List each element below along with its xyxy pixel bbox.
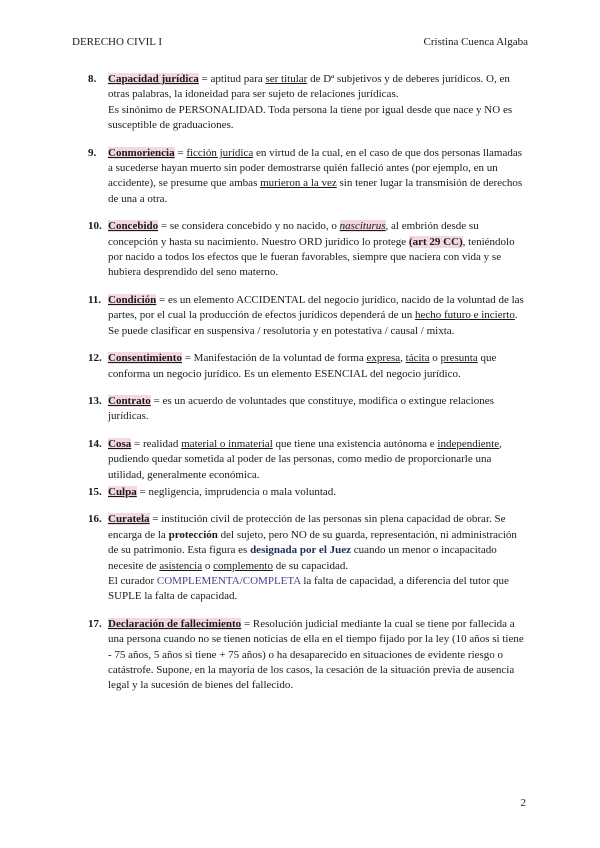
glossary-entry: 13. Contrato = es un acuerdo de voluntades que constituye, modifica o extingue relaciones jurídicas. [88, 394, 494, 423]
entry-number: 16. [88, 513, 102, 526]
entry-term: Declaración de fallecimiento [108, 617, 242, 630]
entry-term: Culpa [108, 485, 137, 498]
entry-number: 9. [88, 146, 97, 159]
entry-term: Contrato [108, 394, 151, 407]
entry-term: Curatela [108, 513, 150, 526]
entry-term: Conmoriencia [108, 146, 175, 159]
glossary-entry: 12. Consentimiento = Manifestación de la voluntad de forma expresa, tácita o presunta que conforma un negocio jurídico. Es un elemento ESENCIAL del negocio jurídico. [88, 352, 497, 380]
entry-number: 15. [88, 485, 102, 498]
entry-number: 14. [88, 437, 102, 450]
entry-term: Cosa [108, 437, 132, 450]
glossary-list [88, 72, 526, 706]
author-name: Cristina Cuenca Algaba [423, 36, 528, 48]
course-title: DERECHO CIVIL I [72, 36, 163, 48]
entry-number: 8. [88, 73, 97, 85]
page-header [72, 36, 528, 52]
entry-number: 11. [88, 293, 102, 306]
glossary-entry: 10. Concebido = se considera concebido y no nacido, o nasciturus, al embrión desde su concepción y hasta su nacimiento. Nuestro ORD jurídico lo protege (art 29 CC), teniéndolo por nacido a todos los efectos que le fueran favorables, siempre que naciera con vida y se hubiera desprendido del seno materno. [88, 220, 515, 279]
entry-number: 12. [88, 352, 102, 365]
entry-term: Concebido [108, 220, 159, 233]
glossary-entry: 11. Condición = es un elemento ACCIDENTAL del negocio jurídico, nacido de la voluntad de las partes, por el cual la producción de efectos jurídicos dependerá de un hecho futuro e incierto. Se puede clasificar en suspensiva / resolutoria y en potestativa / causal / mixta. [88, 293, 524, 337]
entry-term: Capacidad jurídica [108, 73, 199, 85]
entry-number: 17. [88, 617, 102, 630]
glossary-entry: 15. Culpa = negligencia, imprudencia o mala voluntad. [88, 485, 526, 500]
glossary-entry: 17. Declaración de fallecimiento = Resolución judicial mediante la cual se tiene por fallecida a una persona cuando no se tienen noticias de ella en el tiempo fijado por la ley (10 años si tiene - 75 años, 5 años si tiene + 75 años) o ha desaparecido en situaciones de evidente riesgo o catástrofe. Supone, en la mayoría de los casos, la cesación de la situación previa de ausencia legal y la sucesión de bienes del fallecido. [88, 617, 524, 692]
glossary-entry: 16. Curatela = institución civil de protección de las personas sin plena capacidad de obrar. Se encarga de la protección del sujeto, pero NO de su guarda, representación, ni administración de su patrimonio. Esta figura es designada por el Juez cuando un menor o incapacitado necesite de asistencia o complemento de su capacidad. El curador COMPLEMENTA/COMPLETA la falta de capacidad, a diferencia del tutor que SUPLE la falta de capacidad. [88, 513, 517, 603]
entry-number: 10. [88, 220, 102, 233]
glossary-entry: 14. Cosa = realidad material o inmaterial que tiene una existencia autónoma e independiente, pudiendo quedar sometida al poder de las personas, como medio de proporcionarle una utilidad, generalmente económica. [88, 437, 502, 481]
entry-number: 13. [88, 394, 102, 407]
glossary-entry: 8. Capacidad jurídica = aptitud para ser titular de Dª subjetivos y de deberes jurídicos. O, en otras palabras, la idoneidad para ser sujeto de relaciones jurídicas. Es sinónimo de PERSONALIDAD. Toda persona la tiene por igual desde que nace y NO es susceptible de graduaciones. [88, 73, 513, 132]
entry-term: Condición [108, 293, 157, 306]
page-number: 2 [520, 797, 526, 809]
entry-term: Consentimiento [108, 352, 182, 365]
glossary-entry: 9. Conmoriencia = ficción jurídica en virtud de la cual, en el caso de que dos personas llamadas a sucederse hayan muerto sin poder demostrarse quién falleció antes (por ejemplo, en un accidente), se presume que ambas murieron a la vez sin tener lugar la transmisión de derechos de una a otra. [88, 146, 523, 205]
